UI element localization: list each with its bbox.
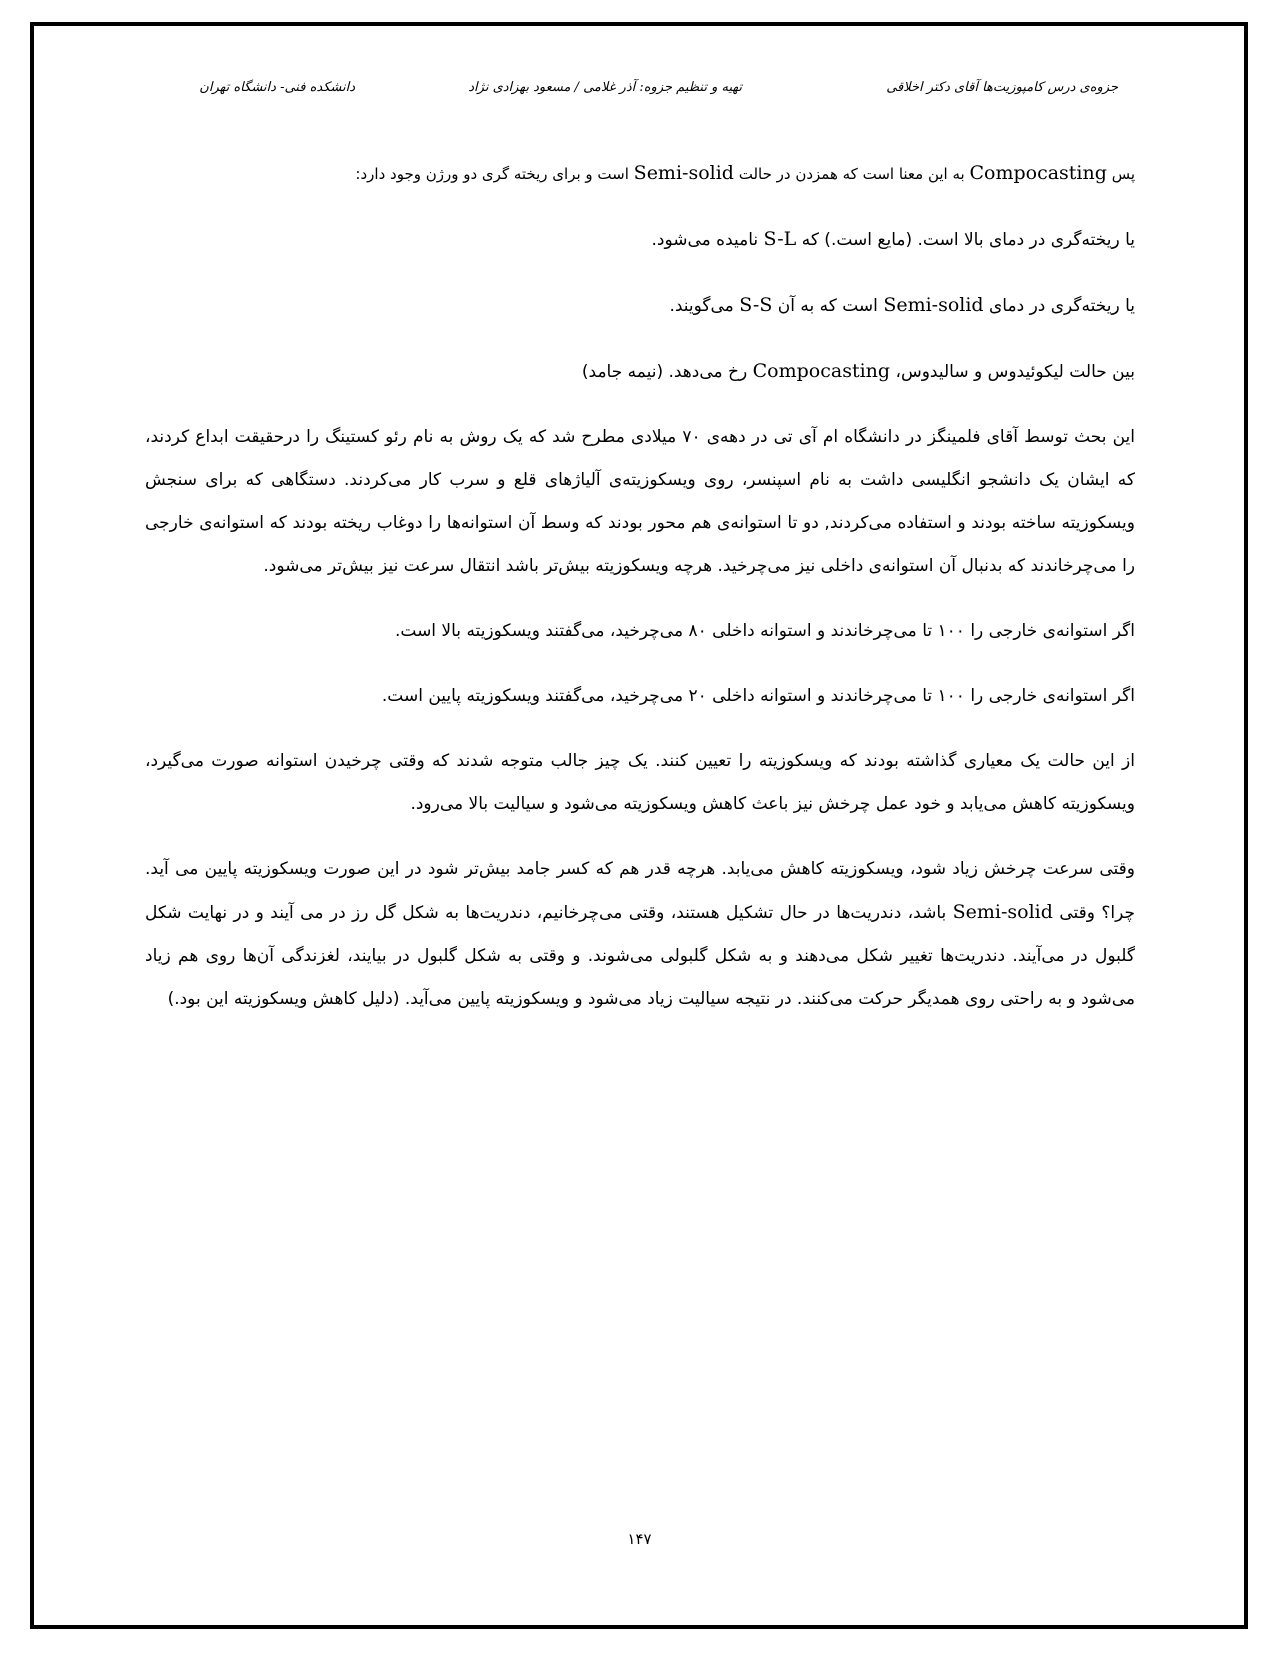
paragraph — [145, 740, 1135, 826]
latin-term: Compocasting — [969, 162, 1107, 184]
text-segment: است و برای ریخته گری دو ورژن وجود دارد: — [355, 165, 634, 183]
text-segment: اگر استوانه‌ی خارجی را ۱۰۰ تا می‌چرخاندند و استوانه داخلی ۸۰ می‌چرخید، می‌گفتند ویسکوزیته بالا است. — [394, 621, 1135, 641]
latin-term: S-L — [763, 228, 797, 250]
paragraph — [145, 848, 1135, 1021]
text-segment: از این حالت یک معیاری گذاشته بودند که ویسکوزیته را تعیین کنند. یک چیز جالب متوجه شدند که وقتی چرخیدن استوانه صورت می‌گیرد، ویسکوزیته کاهش می‌یابد و خود عمل چرخش نیز باعث کاهش ویسکوزیته می‌شود و سیالیت بالا می‌رود. — [145, 751, 1135, 814]
latin-term: Semi-solid — [883, 294, 984, 316]
text-segment: باشد، دندریت‌ها در حال تشکیل هستند، وقتی می‌چرخانیم، دندریت‌ها به شکل گل رز در می آیند و در نهایت شکل گلبول در می‌آیند. دندریت‌ها تغییر شکل می‌دهند و به شکل گلبولی می‌شوند. و وقتی به شکل گلبول در بیایند، لغزندگی آن‌ها روی هم زیاد می‌شود و به راحتی روی همدیگر حرکت می‌کنند. در نتیجه سیالیت زیاد می‌شود و ویسکوزیته پایین می‌آید. (دلیل کاهش ویسکوزیته این بود.) — [145, 903, 1135, 1009]
paragraph — [145, 284, 1135, 328]
text-segment: است که به آن — [772, 296, 884, 316]
paragraph — [145, 416, 1135, 588]
paragraph — [145, 218, 1135, 262]
paragraph — [145, 350, 1135, 394]
paragraph — [145, 675, 1135, 718]
text-segment: پس — [1106, 165, 1135, 183]
paragraph — [145, 610, 1135, 653]
header-authors: تهیه و تنظیم جزوه: آذر غلامی / مسعود بهزادی نژاد — [468, 80, 742, 95]
latin-term: Semi-solid — [952, 901, 1053, 923]
text-segment: وقتی سرعت چرخش زیاد شود، ویسکوزیته کاهش می‌یابد. هرچه قدر هم که کسر جامد بیش‌تر شود در این صورت ویسکوزیته پایین می آید. چرا؟ وقتی — [145, 859, 1135, 923]
text-segment: نامیده می‌شود. — [651, 230, 764, 250]
text-segment: به این معنا است که همزدن در حالت — [733, 165, 970, 183]
latin-term: S-S — [739, 294, 773, 316]
latin-term: Compocasting — [752, 360, 891, 382]
latin-term: Semi-solid — [633, 162, 734, 184]
text-segment: اگر استوانه‌ی خارجی را ۱۰۰ تا می‌چرخاندند و استوانه داخلی ۲۰ می‌چرخید، می‌گفتند ویسکوزیته پایین است. — [381, 686, 1135, 706]
text-segment: یا ریخته‌گری در دمای بالا است. (مایع است.) که — [796, 230, 1135, 250]
header-faculty: دانشکده فنی- دانشگاه تهران — [199, 80, 355, 95]
paragraph — [145, 152, 1135, 196]
text-segment: می‌گویند. — [669, 296, 740, 316]
page-number: ۱۴۷ — [627, 1530, 652, 1548]
header-course-title: جزوه‌ی درس کامپوزیت‌ها آقای دکتر اخلاقی — [886, 80, 1118, 95]
page-header — [0, 80, 1279, 104]
text-segment: بین حالت لیکوئیدوس و سالیدوس، — [890, 362, 1135, 382]
text-segment: یا ریخته‌گری در دمای — [983, 296, 1135, 316]
text-segment: رخ می‌دهد. (نیمه جامد) — [581, 362, 753, 382]
text-segment: این بحث توسط آقای فلمینگز در دانشگاه ام آی تی در دهه‌ی ۷۰ میلادی مطرح شد که یک روش به نام رئو کستینگ را درحقیقت ابداع کردند، که ایشان یک دانشجو انگلیسی داشت به نام اسپنسر، روی ویسکوزیته‌ی آلیاژهای قلع و سرب کار می‌کردند. دستگاهی که برای سنجش ویسکوزیته ساخته بودند و استفاده می‌کردند, دو تا استوانه‌ی هم محور بودند که وسط آن استوانه‌ها را دوغاب ریخته بودند که استوانه‌ی خارجی را می‌چرخاندند که بدنبال آن استوانه‌ی داخلی نیز می‌چرخید. هرچه ویسکوزیته بیش‌تر باشد انتقال سرعت نیز بیش‌تر می‌شود. — [145, 427, 1135, 576]
document-body — [145, 152, 1135, 1021]
